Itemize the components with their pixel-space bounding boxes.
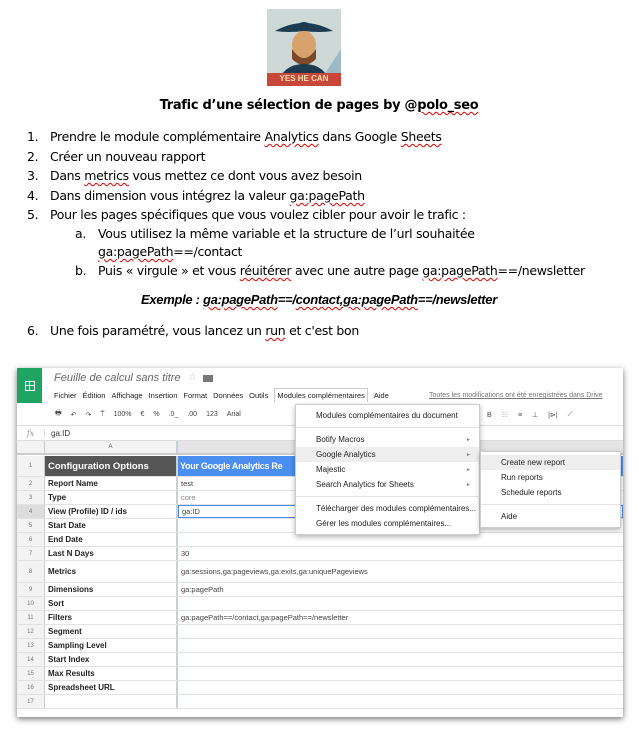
paint-format-icon[interactable]: ⍑: [100, 410, 105, 418]
text: et c'est bon: [285, 323, 359, 338]
menu-item-majestic[interactable]: [296, 462, 479, 477]
list-number: 5.: [27, 207, 39, 222]
cell-a[interactable]: Start Index: [45, 653, 178, 666]
cell-b[interactable]: [178, 639, 623, 652]
list-number: 2.: [27, 149, 39, 164]
folder-icon[interactable]: [203, 375, 213, 382]
cell-b[interactable]: [178, 681, 623, 694]
zoom-select[interactable]: 100%: [113, 411, 132, 418]
row-number[interactable]: 9: [17, 583, 45, 596]
cell-b[interactable]: ga:sessions,ga:pageviews,ga:exits,ga:uniquePageviews: [181, 567, 368, 576]
title-text: Trafic d’une sélection de pages by @: [159, 98, 418, 113]
undo-icon[interactable]: ↶: [70, 411, 77, 419]
cell-b[interactable]: ga:pagePath: [181, 585, 224, 594]
menu-item-document-addons[interactable]: Modules complémentaires du document: [316, 411, 458, 420]
decrease-decimals-button[interactable]: .0_: [168, 411, 179, 418]
cell-a[interactable]: Sort: [45, 597, 178, 610]
row-number[interactable]: 17: [17, 695, 45, 708]
row-number[interactable]: 14: [17, 653, 45, 666]
increase-decimals-button[interactable]: .00: [187, 411, 198, 418]
menu-insertion[interactable]: Insertion: [148, 391, 178, 400]
row-number[interactable]: 11: [17, 611, 45, 624]
cell-a[interactable]: Segment: [45, 625, 178, 638]
cell-b[interactable]: [178, 695, 623, 708]
title-handle: polo_seo: [417, 98, 479, 113]
text: ==/newsletter: [417, 292, 497, 307]
cell-a[interactable]: Filters: [45, 611, 178, 624]
list-letter: b.: [75, 263, 87, 278]
text: avec une autre page: [291, 263, 423, 278]
column-header-a[interactable]: A: [45, 441, 178, 453]
cell-a[interactable]: Sampling Level: [45, 639, 178, 652]
cell-b[interactable]: Your Google Analytics Re: [178, 456, 623, 476]
star-icon[interactable]: ☆: [188, 372, 197, 383]
toolbar-right: [487, 404, 573, 426]
cell-a[interactable]: Max Results: [45, 667, 178, 680]
list-letter: a.: [75, 226, 87, 241]
text: Puis « virgule » et vous: [98, 263, 240, 278]
row-number[interactable]: 15: [17, 667, 45, 680]
row-number[interactable]: 16: [17, 681, 45, 694]
page-title: [0, 98, 638, 113]
cell-b[interactable]: 30: [181, 549, 190, 558]
row-number[interactable]: 6: [17, 533, 45, 546]
row-number[interactable]: 12: [17, 625, 45, 638]
row-number[interactable]: 3: [17, 491, 45, 504]
redo-icon[interactable]: ↷: [85, 411, 92, 419]
menu-item-aide[interactable]: Aide: [501, 512, 518, 521]
cell-a[interactable]: Spreadsheet URL: [45, 681, 178, 694]
text: Pour les pages spécifiques que vous voulez cibler pour avoir le trafic :: [50, 207, 466, 222]
submenu-arrow-icon: ►: [466, 451, 471, 458]
valign-icon[interactable]: ⊥: [532, 412, 539, 419]
menu-item-create-new-report[interactable]: Create new report: [481, 455, 620, 470]
text: Prendre le module complémentaire: [50, 129, 265, 144]
submenu-arrow-icon: ►: [466, 481, 471, 488]
menu-item-google-analytics[interactable]: [296, 447, 479, 462]
submenu-arrow-icon: ►: [466, 466, 471, 473]
text: vous mettez ce dont vous avez besoin: [128, 168, 362, 183]
cell-b[interactable]: test: [181, 479, 194, 488]
menu-aide[interactable]: Aide: [373, 391, 389, 400]
text: Sheets: [400, 129, 442, 144]
row-number[interactable]: 8: [17, 561, 45, 582]
cell-a[interactable]: Last N Days: [45, 547, 178, 560]
text: ga:pagePath: [422, 263, 498, 278]
table-row: [17, 667, 623, 681]
row-number[interactable]: 7: [17, 547, 45, 560]
menu-item-schedule-reports[interactable]: Schedule reports: [501, 488, 562, 497]
table-row: [17, 533, 623, 547]
poster-caption: YES HE CAN: [279, 74, 329, 83]
text: metrics: [84, 168, 129, 183]
row-number[interactable]: 5: [17, 519, 45, 532]
wrap-icon[interactable]: |⊳|: [548, 412, 558, 419]
sheets-logo-icon: [17, 368, 42, 403]
document-title[interactable]: Feuille de calcul sans titre: [54, 372, 181, 384]
table-row: [17, 583, 623, 597]
rotate-icon[interactable]: ⟋: [567, 411, 573, 418]
label: Search Analytics for Sheets: [316, 480, 414, 489]
menu-format[interactable]: Format: [183, 391, 208, 400]
text: Exemple :: [140, 292, 204, 307]
table-row: [17, 681, 623, 695]
row-number[interactable]: 4: [17, 505, 45, 518]
cell-a[interactable]: View (Profile) ID / ids: [45, 505, 178, 518]
text: ==/newsletter: [497, 263, 585, 278]
cell-a[interactable]: Start Date: [45, 519, 178, 532]
table-row: [17, 547, 623, 561]
menu-item-manage-addons[interactable]: Gérer les modules complémentaires...: [316, 519, 452, 528]
percent-button[interactable]: %: [153, 411, 160, 418]
row-number[interactable]: 1: [17, 456, 45, 476]
addons-dropdown-menu: [295, 404, 480, 535]
cell-a[interactable]: Metrics: [45, 561, 178, 582]
save-status[interactable]: Toutes les modifications ont été enregistrées dans Drive: [429, 392, 603, 399]
print-icon[interactable]: 🖶: [55, 410, 62, 417]
menu-item-search-analytics[interactable]: [296, 477, 479, 492]
currency-button[interactable]: €: [140, 411, 145, 418]
cell-b[interactable]: core: [181, 493, 196, 502]
cell-a[interactable]: Dimensions: [45, 583, 178, 596]
text: ga:pagePath: [98, 244, 174, 259]
cell-a[interactable]: Configuration Options: [45, 456, 178, 476]
cell-b[interactable]: [178, 625, 623, 638]
label: Majestic: [316, 465, 346, 474]
menu-outils[interactable]: Outils: [249, 391, 269, 400]
fx-icon: fx: [17, 429, 45, 438]
font-select[interactable]: Arial: [226, 411, 241, 418]
text: Dans: [50, 168, 85, 183]
cell-b[interactable]: [178, 667, 623, 680]
list-number: 3.: [27, 168, 39, 183]
text: réuitérer: [239, 263, 292, 278]
list-number: 4.: [27, 188, 39, 203]
menu-bar: [54, 391, 395, 400]
cell-b[interactable]: [178, 597, 623, 610]
menu-item-botify[interactable]: [296, 432, 479, 447]
text: Vous utilisez la même variable et la structure de l’url souhaitée: [98, 226, 475, 241]
text: run: [265, 323, 286, 338]
cell-b[interactable]: ga:ID: [178, 505, 623, 518]
list-number: 6.: [27, 323, 39, 338]
example-line: [0, 292, 638, 307]
google-analytics-submenu: [480, 451, 621, 528]
table-row: [17, 611, 623, 625]
text: dans Google: [318, 129, 401, 144]
menu-item-download-addons[interactable]: Télécharger des modules complémentaires...: [316, 504, 477, 513]
cell-b[interactable]: ga:pagePath==/contact,ga:pagePath==/newsletter: [181, 613, 349, 622]
google-sheets-screenshot: [17, 368, 623, 717]
text: ga:pagePath: [203, 292, 278, 307]
cell-a[interactable]: [45, 695, 178, 708]
menu-affichage[interactable]: Affichage: [111, 391, 143, 400]
text: Créer un nouveau rapport: [50, 149, 206, 164]
number-format-select[interactable]: 123: [206, 411, 218, 418]
cell-a[interactable]: Report Name: [45, 477, 178, 490]
text: Une fois paramétré, vous lancez un: [50, 323, 266, 338]
label: Google Analytics: [316, 450, 376, 459]
text: contact,ga:pagePath: [295, 292, 418, 307]
menu-edition[interactable]: Édition: [82, 391, 106, 400]
align-icon[interactable]: ≡: [517, 411, 523, 419]
list-number: 1.: [27, 129, 39, 144]
text: ==/: [277, 292, 296, 307]
text: Dans dimension vous intégrez la valeur: [50, 188, 290, 203]
menu-modules[interactable]: Modules complémentaires: [274, 388, 368, 402]
row-number[interactable]: 2: [17, 477, 45, 490]
cell-a[interactable]: Type: [45, 491, 178, 504]
bold-border-icon[interactable]: B: [487, 411, 492, 419]
table-row: [17, 597, 623, 611]
text: Analytics: [264, 129, 319, 144]
menu-fichier[interactable]: Fichier: [54, 391, 77, 400]
table-row: [17, 639, 623, 653]
menu-item-run-reports[interactable]: Run reports: [501, 473, 543, 482]
cell-a[interactable]: End Date: [45, 533, 178, 546]
table-row: [17, 653, 623, 667]
table-row: [17, 625, 623, 639]
text: ==/contact: [173, 244, 243, 259]
row-number[interactable]: 13: [17, 639, 45, 652]
table-row: [17, 695, 623, 709]
formula-input[interactable]: ga:ID: [51, 429, 71, 438]
text: ga:pagePath: [289, 188, 365, 203]
label: Botify Macros: [316, 435, 365, 444]
table-row: [17, 561, 623, 583]
cell-b[interactable]: [178, 653, 623, 666]
menu-donnees[interactable]: Données: [213, 391, 244, 400]
submenu-arrow-icon: ►: [466, 436, 471, 443]
merge-icon[interactable]: ☷: [501, 412, 508, 419]
yes-he-can-poster-image: [267, 9, 341, 86]
row-number[interactable]: 10: [17, 597, 45, 610]
